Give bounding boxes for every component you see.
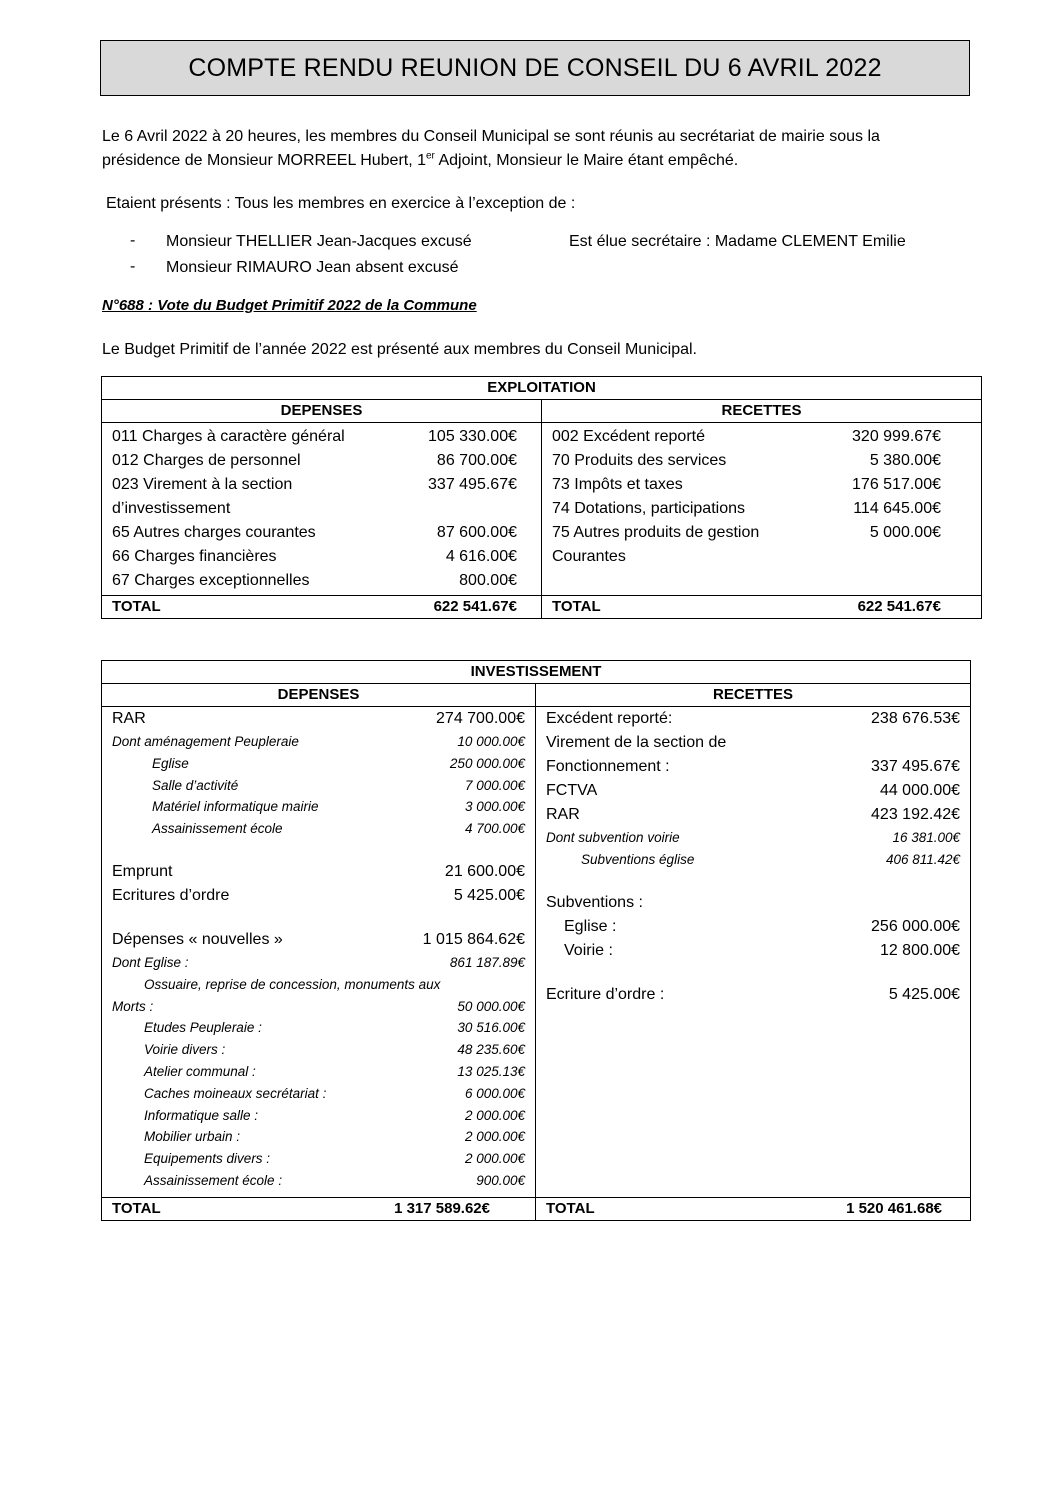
intro-line-2 (102, 149, 982, 173)
budget-line-amount: 48 235.60€ (457, 1042, 525, 1058)
budget-line (536, 983, 970, 1007)
exploitation-recettes-total: 622 541.67€ (857, 598, 941, 615)
budget-line-label: Eglise : (564, 917, 617, 935)
budget-line (102, 545, 541, 569)
budget-line-amount: 5 425.00€ (888, 985, 961, 1003)
budget-line-amount: 5 380.00€ (869, 452, 941, 469)
intro-line-2-end: Adjoint, Monsieur le Maire étant empêché. (434, 152, 739, 169)
budget-line-amount: 5 000.00€ (869, 524, 941, 541)
budget-line (102, 569, 541, 593)
budget-line-amount: 337 495.67€ (428, 476, 517, 493)
budget-line-label: d’investissement (112, 500, 231, 517)
budget-line (102, 497, 541, 521)
budget-line-label: 65 Autres charges courantes (112, 524, 316, 541)
budget-line (102, 860, 535, 884)
present-statement: Etaient présents : Tous les membres en exercice à l’exception de : (106, 195, 576, 212)
budget-line (102, 449, 541, 473)
budget-line (536, 849, 970, 871)
budget-line-label: Fonctionnement : (546, 758, 670, 775)
budget-line (102, 908, 535, 928)
budget-line (102, 473, 541, 497)
exploitation-depenses-list (102, 425, 541, 593)
budget-line-label: Informatique salle : (144, 1107, 259, 1123)
budget-line-label: Caches moineaux secrétariat : (144, 1085, 327, 1101)
budget-line-label: 002 Excédent reporté (552, 428, 705, 445)
budget-line (102, 425, 541, 449)
absent-member-1: Monsieur THELLIER Jean-Jacques excusé (166, 233, 472, 250)
investissement-recettes-header: RECETTES (536, 684, 971, 707)
budget-line (536, 755, 970, 779)
exploitation-recettes-list (542, 425, 981, 569)
budget-line-amount: 337 495.67€ (871, 758, 961, 775)
budget-line-amount: 256 000.00€ (871, 917, 961, 935)
budget-line (102, 928, 535, 952)
intro-paragraph (102, 125, 982, 173)
budget-line-amount: 3 000.00€ (464, 799, 525, 815)
budget-line-label: Courantes (552, 548, 626, 565)
budget-line (542, 449, 981, 473)
budget-line (542, 425, 981, 449)
total-label: TOTAL (112, 1200, 161, 1217)
budget-line-amount: 16 381.00€ (892, 830, 961, 845)
budget-line-label: Virement de la section de (546, 734, 727, 751)
budget-line-amount: 900.00€ (476, 1172, 525, 1188)
budget-line-label: Salle d’activité (152, 777, 239, 793)
investissement-recettes-cell (536, 707, 971, 1198)
budget-line-label: 73 Impôts et taxes (552, 476, 683, 493)
budget-line (536, 939, 970, 963)
budget-line-amount: 13 025.13€ (457, 1063, 525, 1079)
exploitation-depenses-total-cell (102, 596, 542, 619)
exploitation-recettes-cell (542, 423, 982, 596)
budget-line (102, 1017, 535, 1039)
budget-line (536, 803, 970, 827)
page-title: COMPTE RENDU REUNION DE CONSEIL DU 6 AVRIL 2022 (100, 40, 970, 96)
budget-line (102, 1039, 535, 1061)
budget-line (536, 827, 970, 849)
investissement-depenses-total: 1 317 589.62€ (394, 1200, 490, 1217)
budget-line (102, 753, 535, 775)
budget-line (536, 963, 970, 983)
budget-line-label: Ecritures d’ordre (112, 886, 230, 904)
budget-line (542, 545, 981, 569)
budget-line-label: Ossuaire, reprise de concession, monuments aux (144, 976, 441, 992)
exploitation-depenses-header: DEPENSES (102, 400, 542, 423)
budget-line (536, 915, 970, 939)
budget-line (536, 731, 970, 755)
budget-line-label: RAR (546, 806, 580, 823)
budget-line-amount: 1 015 864.62€ (422, 930, 525, 948)
budget-line (102, 1170, 535, 1192)
budget-line (542, 521, 981, 545)
total-label: TOTAL (546, 1200, 595, 1217)
ordinal-superscript: er (426, 150, 435, 162)
budget-line-label: 70 Produits des services (552, 452, 727, 469)
budget-line (536, 871, 970, 891)
total-label: TOTAL (112, 598, 161, 615)
budget-line-label: 012 Charges de personnel (112, 452, 301, 469)
bullet-dash: - (130, 232, 136, 249)
budget-line-label: 74 Dotations, participations (552, 500, 745, 517)
budget-line-amount: 800.00€ (459, 572, 517, 589)
budget-line-amount: 12 800.00€ (879, 941, 961, 959)
budget-line-label: Voirie divers : (144, 1042, 226, 1058)
budget-line-label: Mobilier urbain : (144, 1129, 241, 1145)
budget-line-amount: 2 000.00€ (464, 1107, 525, 1123)
budget-line-label: Assainissement école : (144, 1172, 283, 1188)
budget-line (102, 996, 535, 1018)
budget-line-label: Eglise (152, 755, 189, 771)
budget-line-label: Equipements divers : (144, 1151, 271, 1167)
budget-line-amount: 6 000.00€ (464, 1085, 525, 1101)
budget-line-amount: 105 330.00€ (428, 428, 517, 445)
budget-line-amount: 114 645.00€ (853, 500, 941, 517)
investissement-depenses-header: DEPENSES (102, 684, 536, 707)
budget-line-amount: 44 000.00€ (879, 782, 961, 799)
budget-line-label: 011 Charges à caractère général (112, 428, 345, 445)
budget-line-amount: 406 811.42€ (885, 851, 961, 867)
investissement-depenses-cell (102, 707, 536, 1198)
budget-line (102, 1083, 535, 1105)
budget-line (102, 952, 535, 974)
budget-line-label: Subventions : (546, 893, 643, 911)
budget-line-amount: 238 676.53€ (871, 710, 961, 727)
budget-line (102, 1105, 535, 1127)
budget-line-amount: 86 700.00€ (436, 452, 517, 469)
deliberation-heading: N°688 : Vote du Budget Primitif 2022 de la Commune (102, 297, 477, 314)
budget-line (102, 974, 535, 996)
budget-line (102, 707, 535, 731)
investissement-recettes-list (536, 707, 970, 1007)
budget-line-amount: 2 000.00€ (464, 1129, 525, 1145)
budget-line-amount: 30 516.00€ (457, 1020, 525, 1036)
investissement-recettes-total: 1 520 461.68€ (846, 1200, 943, 1217)
budget-line (102, 884, 535, 908)
budget-line-amount: 50 000.00€ (457, 998, 525, 1014)
budget-line-label: 023 Virement à la section (112, 476, 293, 493)
budget-line-label: Dont aménagement Peupleraie (112, 734, 299, 749)
budget-line-label: Ecriture d’ordre : (546, 985, 665, 1003)
budget-line (102, 731, 535, 753)
budget-line-amount: 2 000.00€ (464, 1151, 525, 1167)
budget-line-label: Emprunt (112, 862, 173, 880)
bullet-dash: - (130, 258, 136, 275)
budget-line-amount: 87 600.00€ (436, 524, 517, 541)
budget-line (102, 840, 535, 860)
exploitation-recettes-total-cell (542, 596, 982, 619)
budget-line-amount: 4 616.00€ (445, 548, 517, 565)
secretary-statement: Est élue secrétaire : Madame CLEMENT Emilie (569, 233, 906, 250)
budget-line-label: Voirie : (564, 941, 613, 959)
budget-line-label: Matériel informatique mairie (152, 799, 319, 815)
budget-line-amount: 423 192.42€ (871, 806, 961, 823)
budget-line (542, 473, 981, 497)
budget-line-amount: 21 600.00€ (444, 862, 525, 880)
budget-line-label: Dont Eglise : (112, 954, 189, 970)
budget-line-label: Assainissement école (152, 821, 283, 837)
absent-member-2: Monsieur RIMAURO Jean absent excusé (166, 259, 459, 276)
budget-intro: Le Budget Primitif de l’année 2022 est présenté aux membres du Conseil Municipal. (102, 341, 697, 358)
budget-line (102, 818, 535, 840)
exploitation-recettes-header: RECETTES (542, 400, 982, 423)
budget-line-label: FCTVA (546, 782, 598, 799)
budget-line-label: 66 Charges financières (112, 548, 277, 565)
total-label: TOTAL (552, 598, 601, 615)
budget-line-label: Excédent reporté: (546, 710, 673, 727)
budget-line (102, 796, 535, 818)
exploitation-depenses-cell (102, 423, 542, 596)
budget-line-label: Morts : (112, 998, 154, 1014)
budget-line-label: 75 Autres produits de gestion (552, 524, 760, 541)
investissement-recettes-total-cell (536, 1198, 971, 1221)
budget-line (536, 707, 970, 731)
budget-line-amount: 10 000.00€ (457, 734, 525, 749)
budget-line-label: Etudes Peupleraie : (144, 1020, 262, 1036)
budget-line-amount: 4 700.00€ (464, 821, 525, 837)
budget-line-label: RAR (112, 710, 146, 727)
budget-line-amount: 250 000.00€ (449, 755, 525, 771)
exploitation-table (101, 376, 982, 619)
budget-line (536, 891, 970, 915)
budget-line-label: Subventions église (581, 851, 695, 867)
budget-line (536, 779, 970, 803)
budget-line (102, 775, 535, 797)
intro-line-1: Le 6 Avril 2022 à 20 heures, les membres du Conseil Municipal se sont réunis au secrétariat de mairie sous la (102, 128, 880, 145)
investissement-table (101, 660, 971, 1221)
budget-line-amount: 274 700.00€ (436, 710, 525, 727)
budget-line-label: 67 Charges exceptionnelles (112, 572, 310, 589)
budget-line-amount: 176 517.00€ (852, 476, 941, 493)
budget-line (102, 521, 541, 545)
budget-line-amount: 7 000.00€ (464, 777, 525, 793)
budget-line-label: Atelier communal : (144, 1063, 256, 1079)
budget-line (102, 1148, 535, 1170)
budget-line (102, 1126, 535, 1148)
investissement-depenses-total-cell (102, 1198, 536, 1221)
budget-line-amount: 5 425.00€ (453, 886, 525, 904)
investissement-depenses-list (102, 707, 535, 1192)
exploitation-depenses-total: 622 541.67€ (433, 598, 517, 615)
investissement-title: INVESTISSEMENT (102, 661, 971, 684)
budget-line-label: Dépenses « nouvelles » (112, 930, 283, 948)
budget-line (102, 1061, 535, 1083)
intro-line-2-start: présidence de Monsieur MORREEL Hubert, 1 (102, 152, 426, 169)
budget-line-amount: 861 187.89€ (449, 954, 525, 970)
budget-line (542, 497, 981, 521)
budget-line-label: Dont subvention voirie (546, 830, 680, 845)
exploitation-title: EXPLOITATION (102, 377, 982, 400)
budget-line-amount: 320 999.67€ (852, 428, 941, 445)
